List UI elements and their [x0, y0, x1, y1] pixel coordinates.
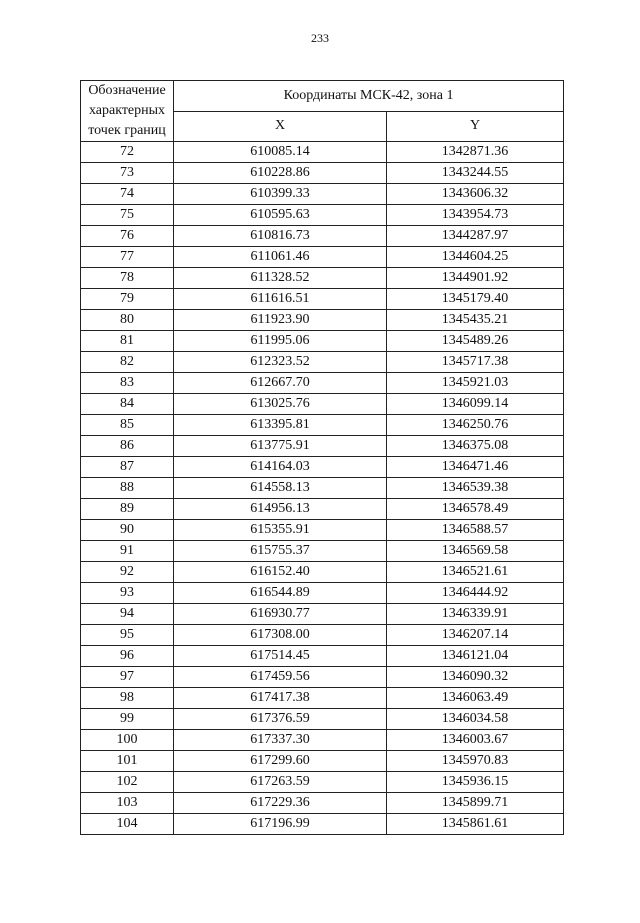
- x-coordinate-cell: 611923.90: [174, 310, 387, 331]
- point-id-cell: 96: [81, 646, 174, 667]
- table-row: [81, 688, 564, 709]
- y-coordinate-cell: 1342871.36: [387, 142, 564, 163]
- point-id-cell: 99: [81, 709, 174, 730]
- x-coordinate-cell: 617308.00: [174, 625, 387, 646]
- y-coordinate-cell: 1344287.97: [387, 226, 564, 247]
- y-coordinate-cell: 1346471.46: [387, 457, 564, 478]
- point-id-cell: 84: [81, 394, 174, 415]
- y-coordinate-cell: 1346569.58: [387, 541, 564, 562]
- point-label-line1: Обозначение: [88, 83, 166, 98]
- point-id-cell: 90: [81, 520, 174, 541]
- table-row: [81, 499, 564, 520]
- y-coordinate-cell: 1343244.55: [387, 163, 564, 184]
- y-coordinate-cell: 1343606.32: [387, 184, 564, 205]
- x-coordinate-cell: 611061.46: [174, 247, 387, 268]
- table-row: [81, 415, 564, 436]
- table-row: [81, 247, 564, 268]
- y-coordinate-cell: 1345936.15: [387, 772, 564, 793]
- point-id-cell: 88: [81, 478, 174, 499]
- header-row-top: [81, 81, 564, 112]
- point-id-cell: 93: [81, 583, 174, 604]
- x-coordinate-cell: 613775.91: [174, 436, 387, 457]
- point-id-cell: 82: [81, 352, 174, 373]
- y-coordinate-cell: 1346521.61: [387, 562, 564, 583]
- table-header: [81, 81, 564, 142]
- table-row: [81, 793, 564, 814]
- y-coordinate-cell: 1345489.26: [387, 331, 564, 352]
- table-row: [81, 520, 564, 541]
- point-id-cell: 100: [81, 730, 174, 751]
- table-row: [81, 226, 564, 247]
- x-coordinate-cell: 617229.36: [174, 793, 387, 814]
- x-coordinate-cell: 611995.06: [174, 331, 387, 352]
- y-coordinate-cell: 1345921.03: [387, 373, 564, 394]
- x-coordinate-cell: 612667.70: [174, 373, 387, 394]
- point-id-cell: 102: [81, 772, 174, 793]
- y-coordinate-cell: 1346121.04: [387, 646, 564, 667]
- table-row: [81, 289, 564, 310]
- x-coordinate-cell: 617337.30: [174, 730, 387, 751]
- point-id-cell: 92: [81, 562, 174, 583]
- y-coordinate-cell: 1346444.92: [387, 583, 564, 604]
- x-coordinate-cell: 610228.86: [174, 163, 387, 184]
- table-row: [81, 772, 564, 793]
- x-coordinate-cell: 611616.51: [174, 289, 387, 310]
- y-coordinate-cell: 1345861.61: [387, 814, 564, 835]
- coordinates-group-header: Координаты МСК-42, зона 1: [174, 81, 564, 112]
- y-coordinate-cell: 1346034.58: [387, 709, 564, 730]
- table-row: [81, 730, 564, 751]
- point-id-cell: 73: [81, 163, 174, 184]
- point-id-cell: 103: [81, 793, 174, 814]
- y-coordinate-cell: 1346063.49: [387, 688, 564, 709]
- x-coordinate-cell: 611328.52: [174, 268, 387, 289]
- point-id-cell: 83: [81, 373, 174, 394]
- x-column-header: X: [174, 111, 387, 142]
- x-coordinate-cell: 617417.38: [174, 688, 387, 709]
- y-coordinate-cell: 1346375.08: [387, 436, 564, 457]
- point-id-cell: 104: [81, 814, 174, 835]
- table-row: [81, 583, 564, 604]
- table-row: [81, 625, 564, 646]
- point-id-cell: 97: [81, 667, 174, 688]
- y-column-header: Y: [387, 111, 564, 142]
- table-row: [81, 352, 564, 373]
- point-id-cell: 94: [81, 604, 174, 625]
- x-coordinate-cell: 610595.63: [174, 205, 387, 226]
- x-coordinate-cell: 617459.56: [174, 667, 387, 688]
- point-id-cell: 76: [81, 226, 174, 247]
- table-row: [81, 646, 564, 667]
- x-coordinate-cell: 614956.13: [174, 499, 387, 520]
- x-coordinate-cell: 615355.91: [174, 520, 387, 541]
- table-row: [81, 373, 564, 394]
- y-coordinate-cell: 1346090.32: [387, 667, 564, 688]
- x-coordinate-cell: 613395.81: [174, 415, 387, 436]
- y-coordinate-cell: 1345435.21: [387, 310, 564, 331]
- table-row: [81, 751, 564, 772]
- y-coordinate-cell: 1346207.14: [387, 625, 564, 646]
- point-id-cell: 79: [81, 289, 174, 310]
- x-coordinate-cell: 617263.59: [174, 772, 387, 793]
- point-label-line2: характерных: [88, 103, 166, 118]
- y-coordinate-cell: 1346578.49: [387, 499, 564, 520]
- x-coordinate-cell: 616152.40: [174, 562, 387, 583]
- table-row: [81, 268, 564, 289]
- point-id-cell: 75: [81, 205, 174, 226]
- y-coordinate-cell: 1346539.38: [387, 478, 564, 499]
- point-id-cell: 74: [81, 184, 174, 205]
- x-coordinate-cell: 617299.60: [174, 751, 387, 772]
- table-row: [81, 310, 564, 331]
- table-row: [81, 205, 564, 226]
- y-coordinate-cell: 1346099.14: [387, 394, 564, 415]
- y-coordinate-cell: 1345899.71: [387, 793, 564, 814]
- point-id-cell: 85: [81, 415, 174, 436]
- table-row: [81, 436, 564, 457]
- x-coordinate-cell: 617196.99: [174, 814, 387, 835]
- point-id-cell: 91: [81, 541, 174, 562]
- point-id-cell: 101: [81, 751, 174, 772]
- x-coordinate-cell: 610085.14: [174, 142, 387, 163]
- x-coordinate-cell: 616930.77: [174, 604, 387, 625]
- point-label-line3: точек границ: [88, 123, 166, 138]
- table-row: [81, 184, 564, 205]
- y-coordinate-cell: 1345179.40: [387, 289, 564, 310]
- y-coordinate-cell: 1346250.76: [387, 415, 564, 436]
- x-coordinate-cell: 612323.52: [174, 352, 387, 373]
- point-id-cell: 72: [81, 142, 174, 163]
- x-coordinate-cell: 610816.73: [174, 226, 387, 247]
- table-row: [81, 562, 564, 583]
- table-row: [81, 394, 564, 415]
- table-row: [81, 541, 564, 562]
- point-label-header: [81, 81, 174, 142]
- point-id-cell: 95: [81, 625, 174, 646]
- x-coordinate-cell: 616544.89: [174, 583, 387, 604]
- table-body: [81, 142, 564, 835]
- y-coordinate-cell: 1346003.67: [387, 730, 564, 751]
- point-id-cell: 86: [81, 436, 174, 457]
- point-id-cell: 87: [81, 457, 174, 478]
- point-id-cell: 89: [81, 499, 174, 520]
- y-coordinate-cell: 1344604.25: [387, 247, 564, 268]
- table-row: [81, 667, 564, 688]
- table-row: [81, 814, 564, 835]
- y-coordinate-cell: 1346339.91: [387, 604, 564, 625]
- y-coordinate-cell: 1346588.57: [387, 520, 564, 541]
- x-coordinate-cell: 610399.33: [174, 184, 387, 205]
- table-row: [81, 142, 564, 163]
- x-coordinate-cell: 615755.37: [174, 541, 387, 562]
- table-row: [81, 457, 564, 478]
- table-row: [81, 604, 564, 625]
- point-id-cell: 81: [81, 331, 174, 352]
- y-coordinate-cell: 1345970.83: [387, 751, 564, 772]
- table-row: [81, 709, 564, 730]
- y-coordinate-cell: 1343954.73: [387, 205, 564, 226]
- x-coordinate-cell: 614558.13: [174, 478, 387, 499]
- y-coordinate-cell: 1344901.92: [387, 268, 564, 289]
- page-number: 233: [311, 31, 329, 45]
- table-row: [81, 163, 564, 184]
- x-coordinate-cell: 617514.45: [174, 646, 387, 667]
- x-coordinate-cell: 617376.59: [174, 709, 387, 730]
- x-coordinate-cell: 614164.03: [174, 457, 387, 478]
- coordinates-table: [80, 80, 564, 835]
- x-coordinate-cell: 613025.76: [174, 394, 387, 415]
- table-row: [81, 331, 564, 352]
- point-id-cell: 78: [81, 268, 174, 289]
- table-row: [81, 478, 564, 499]
- y-coordinate-cell: 1345717.38: [387, 352, 564, 373]
- point-id-cell: 98: [81, 688, 174, 709]
- point-id-cell: 80: [81, 310, 174, 331]
- point-id-cell: 77: [81, 247, 174, 268]
